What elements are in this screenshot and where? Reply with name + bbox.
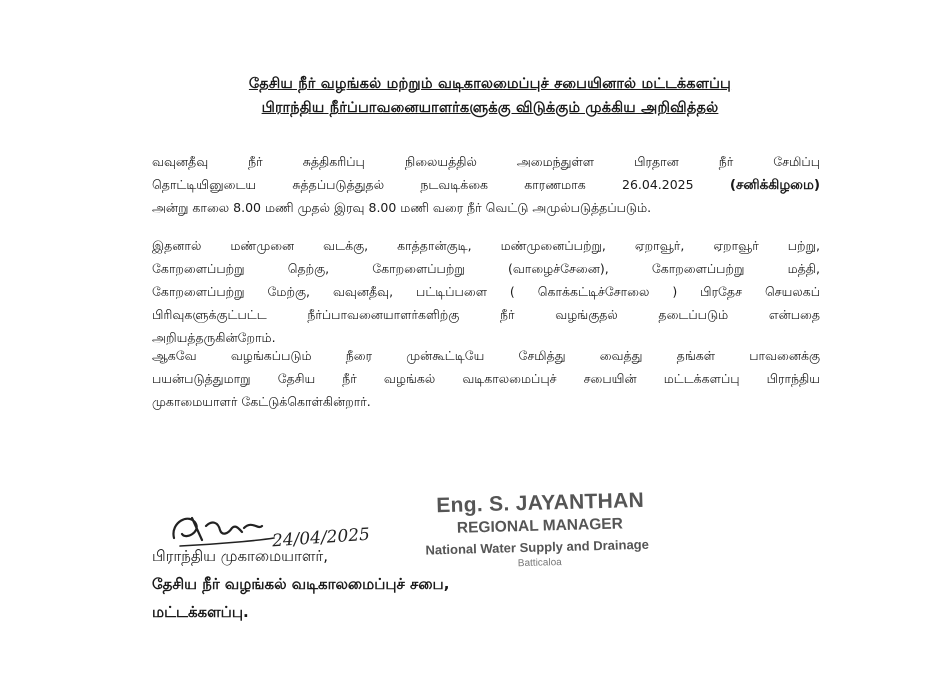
signature-date: 24/04/2025 bbox=[271, 524, 371, 552]
notice-title-line-2: பிராந்திய நீர்ப்பாவனையாளர்களுக்கு விடுக்கும் முக்கிய அறிவித்தல் bbox=[261, 100, 719, 116]
paragraph-line: ஆகவே வழங்கப்படும் நீரை முன்கூட்டியே சேமித்து வைத்து தங்கள் பாவனைக்கு bbox=[152, 348, 820, 363]
signatory-title: பிராந்திய முகாமையாளர், bbox=[152, 547, 329, 565]
signatory-location: மட்டக்களப்பு. bbox=[152, 603, 249, 621]
stamp-name: Eng. S. JAYANTHAN bbox=[436, 488, 645, 518]
paragraph-line: பிரிவுகளுக்குட்பட்ட நீர்ப்பாவனையாளர்களிற்கு நீர் வழங்குதல் தடைப்படும் என்பதை bbox=[152, 307, 820, 322]
paragraph-line: வவுனதீவு நீர் சுத்திகரிப்பு நிலையத்தில் அமைந்துள்ள பிரதான நீர் சேமிப்பு bbox=[152, 154, 820, 169]
paragraph-line: முகாமையாளர் கேட்டுக்கொள்கின்றார். bbox=[152, 394, 371, 409]
paragraph-line: அன்று காலை 8.00 மணி முதல் இரவு 8.00 மணி வரை நீர் வெட்டு அமுல்படுத்தப்படும். bbox=[152, 200, 652, 215]
paragraph-request bbox=[152, 344, 820, 413]
official-stamp bbox=[424, 488, 650, 571]
paragraph-affected-areas bbox=[152, 234, 820, 349]
paragraph-line: அறியத்தருகின்றோம். bbox=[152, 330, 276, 345]
paragraph-text: தொட்டியினுடைய சுத்தப்படுத்துதல் நடவடிக்கை காரணமாக 26.04.2025 bbox=[152, 177, 694, 192]
notice-title-line-1: தேசிய நீர் வழங்கல் மற்றும் வடிகாலமைப்புச் சபையினால் மட்டக்களப்பு bbox=[248, 76, 732, 92]
signatory-block bbox=[152, 542, 449, 626]
paragraph-line: கோறளைப்பற்று மேற்கு, வவுனதீவு, பட்டிப்பளை ( கொக்கட்டிச்சோலை ) பிரதேச செயலகப் bbox=[152, 284, 820, 299]
paragraph-line: இதனால் மண்முனை வடக்கு, காத்தான்குடி, மண்முனைப்பற்று, ஏறாவூர், ஏறாவூர் பற்று, bbox=[152, 238, 820, 253]
paragraph-line: கோறளைப்பற்று தெற்கு, கோறளைப்பற்று (வாழைச்சேனை), கோறளைப்பற்று மத்தி, bbox=[152, 261, 820, 276]
paragraph-water-cut bbox=[152, 150, 820, 219]
signatory-organization: தேசிய நீர் வழங்கல் வடிகாலமைப்புச் சபை, bbox=[152, 575, 450, 593]
stamp-organization: National Water Supply and Drainage bbox=[425, 536, 650, 558]
paragraph-line: பயன்படுத்துமாறு தேசிய நீர் வழங்கல் வடிகாலமைப்புச் சபையின் மட்டக்களப்பு பிராந்திய bbox=[152, 371, 820, 386]
weekday-highlight: (சனிக்கிழமை) bbox=[729, 177, 820, 193]
paragraph-line bbox=[152, 173, 820, 196]
stamp-role: REGIONAL MANAGER bbox=[456, 515, 624, 537]
stamp-location: Batticaloa bbox=[517, 557, 562, 570]
